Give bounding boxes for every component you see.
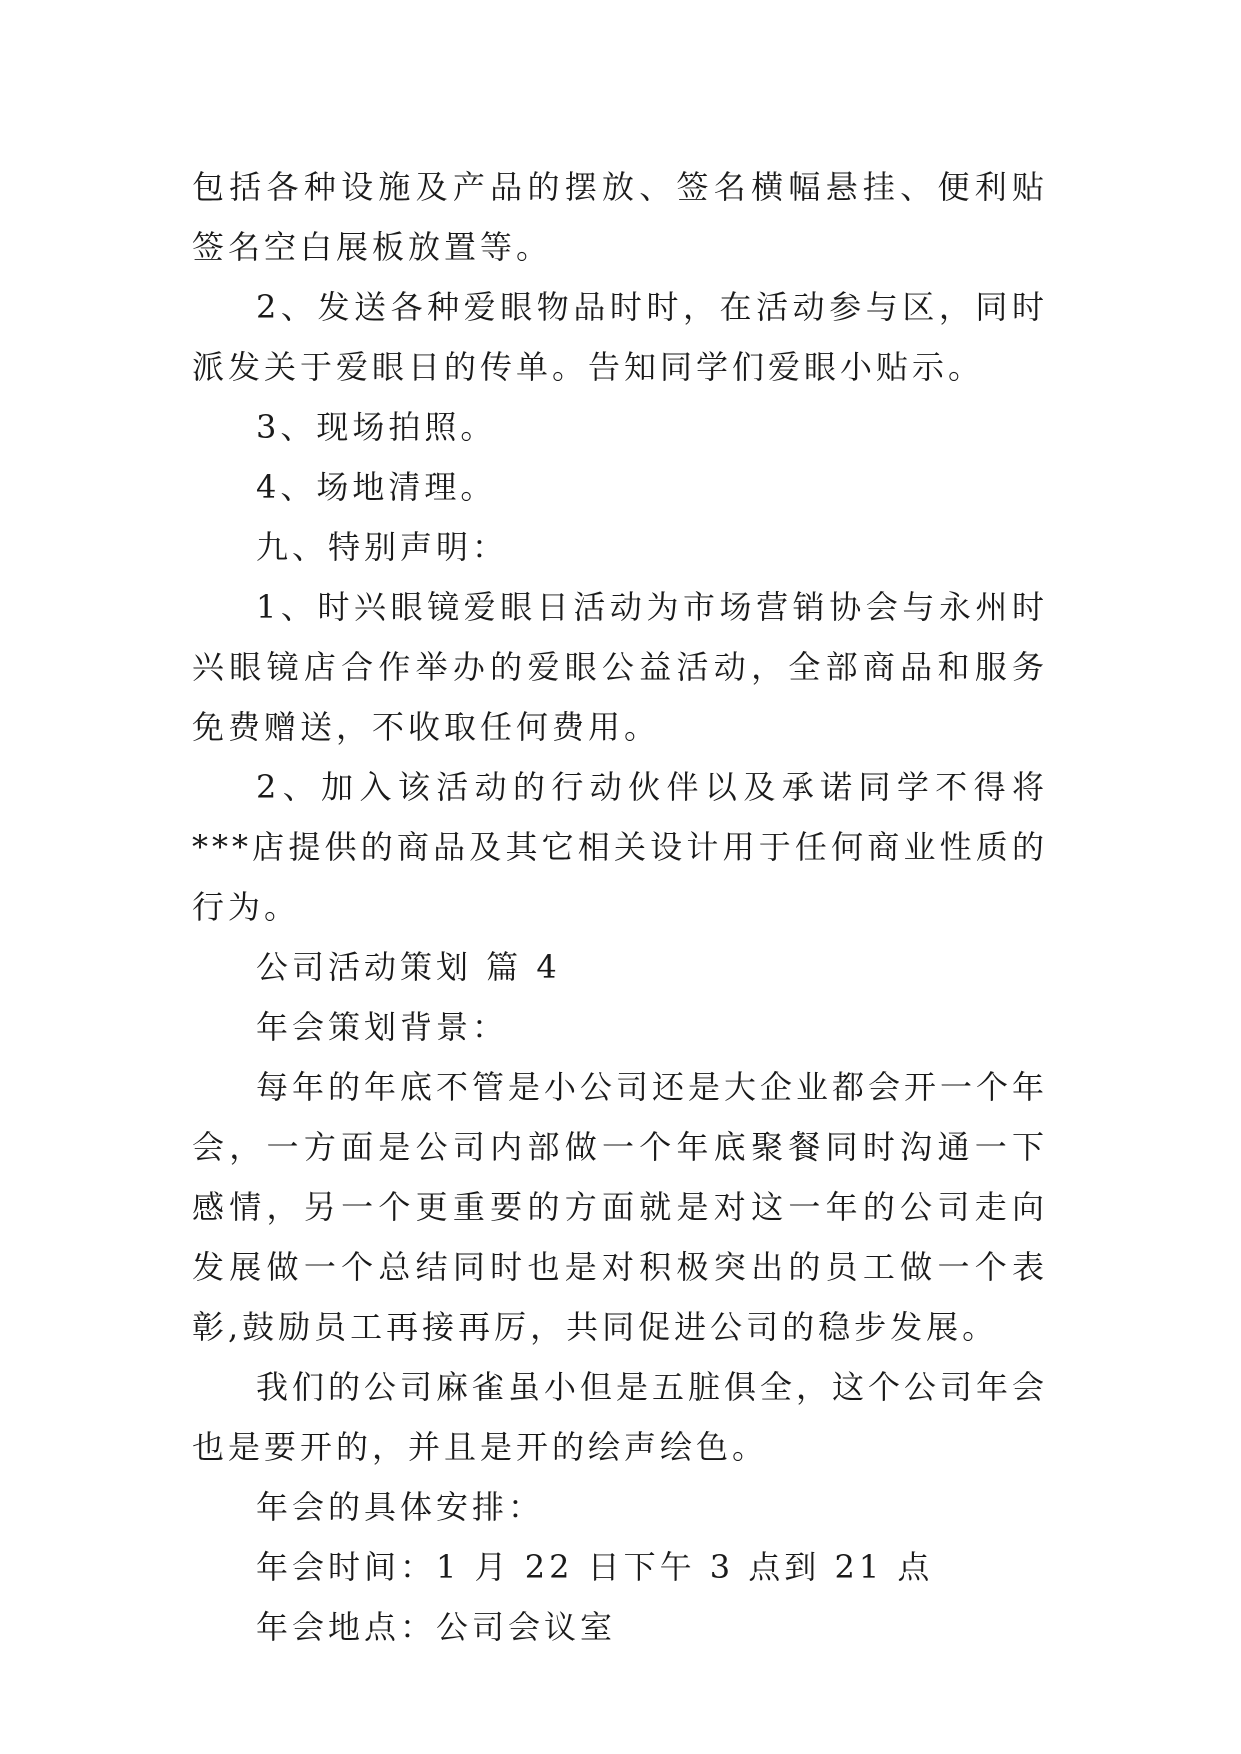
- paragraph-statement-1: 1、时兴眼镜爱眼日活动为市场营销协会与永州时兴眼镜店合作举办的爱眼公益活动，全部商品和服务免费赠送，不收取任何费用。: [192, 588, 1048, 746]
- paragraph-meeting-location: 年会地点：公司会议室: [256, 1608, 617, 1646]
- section-heading-background: 年会策划背景：: [256, 1008, 509, 1046]
- paragraph-background: 每年的年底不管是小公司还是大企业都会开一个年会，一方面是公司内部做一个年底聚餐同时沟通一下感情，另一个更重要的方面就是对这一年的公司走向发展做一个总结同时也是对积极突出的员工做一个表彰,鼓励员工再接再厉，共同促进公司的稳步发展。: [192, 1068, 1049, 1346]
- paragraph-item-4: 4、场地清理。: [256, 468, 497, 506]
- section-heading-special-statement: 九、特别声明：: [256, 528, 509, 566]
- paragraph-item-2: 2、发送各种爱眼物品时时，在活动参与区，同时派发关于爱眼日的传单。告知同学们爱眼小贴示。: [192, 288, 1048, 386]
- document-body: [192, 157, 1048, 1657]
- paragraph-company: 我们的公司麻雀虽小但是五脏俱全，这个公司年会也是要开的，并且是开的绘声绘色。: [192, 1368, 1049, 1466]
- paragraph-meeting-time: 年会时间：1 月 22 日下午 3 点到 21 点: [256, 1548, 934, 1586]
- section-heading-arrangement: 年会的具体安排：: [256, 1488, 545, 1526]
- paragraph-setup-items: 包括各种设施及产品的摆放、签名横幅悬挂、便利贴签名空白展板放置等。: [192, 168, 1048, 266]
- paragraph-item-3: 3、现场拍照。: [256, 408, 497, 446]
- paragraph-statement-2: 2、加入该活动的行动伙伴以及承诺同学不得将***店提供的商品及其它相关设计用于任何商业性质的行为。: [192, 768, 1048, 926]
- section-title-part-4: 公司活动策划 篇 4: [256, 948, 561, 986]
